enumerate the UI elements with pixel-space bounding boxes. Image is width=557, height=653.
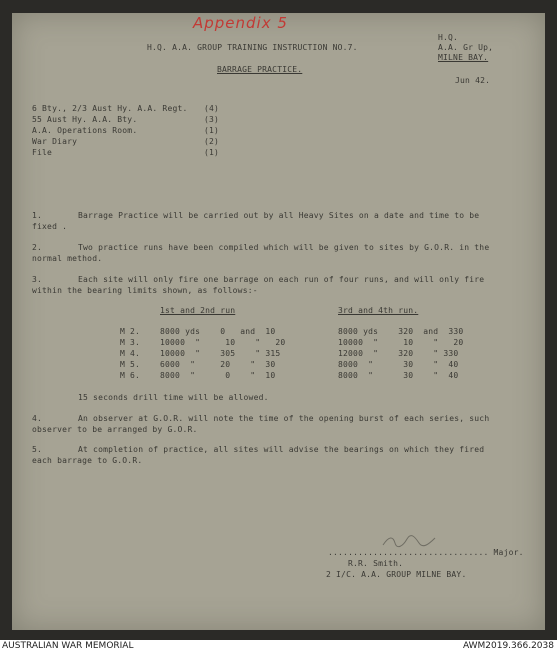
distribution-unit: 55 Aust Hy. A.A. Bty.	[32, 115, 138, 124]
distribution-unit: War Diary	[32, 137, 78, 146]
distribution-unit: 6 Bty., 2/3 Aust Hy. A.A. Regt.	[32, 104, 188, 113]
origin-line-1: H.Q.	[438, 33, 459, 42]
table-cell: 10000 " 10 " 20	[338, 338, 464, 347]
signature-scribble	[381, 534, 437, 548]
table-cell: 12000 " 320 " 330	[338, 349, 459, 358]
paragraph-text: Two practice runs have been compiled which will be given to sites by G.O.R. in the	[78, 243, 490, 252]
table-site: M 2.	[120, 327, 141, 336]
origin-line-2: A.A. Gr Up,	[438, 43, 494, 52]
table-cell: 10000 " 305 " 315	[160, 349, 281, 358]
distribution-copies: (1)	[204, 126, 220, 135]
paragraph-text: observer to be arranged by G.O.R.	[32, 425, 198, 434]
paragraph-number: 4.	[32, 414, 43, 423]
document-title: H.Q. A.A. GROUP TRAINING INSTRUCTION NO.7.	[147, 43, 358, 52]
paragraph-text: each barrage to G.O.R.	[32, 456, 143, 465]
paragraph-number: 2.	[32, 243, 43, 252]
subject-heading: BARRAGE PRACTICE.	[217, 65, 303, 74]
paragraph-text: An observer at G.O.R. will note the time of the opening burst of each series, such	[78, 414, 490, 423]
distribution-copies: (3)	[204, 115, 220, 124]
paragraph-text: Barrage Practice will be carried out by all Heavy Sites on a date and time to be	[78, 211, 480, 220]
paragraph-number: 5.	[32, 445, 43, 454]
distribution-copies: (2)	[204, 137, 220, 146]
signatory-name: R.R. Smith.	[348, 559, 404, 568]
origin-line-3: MILNE BAY.	[438, 53, 489, 62]
signatory-appointment: 2 I/C. A.A. GROUP MILNE BAY.	[326, 570, 467, 579]
archive-footer	[0, 640, 557, 653]
distribution-copies: (1)	[204, 148, 220, 157]
distribution-unit: A.A. Operations Room.	[32, 126, 138, 135]
table-cell: 10000 " 10 " 20	[160, 338, 286, 347]
drill-time-note: 15 seconds drill time will be allowed.	[78, 393, 269, 402]
document-date: Jun 42.	[455, 76, 491, 85]
paragraph-number: 3.	[32, 275, 43, 284]
footer-accession-number: AWM2019.366.2038	[462, 641, 554, 651]
footer-institution: AUSTRALIAN WAR MEMORIAL	[2, 641, 134, 651]
table-cell: 8000 yds 0 and 10	[160, 327, 276, 336]
table-cell: 8000 " 0 " 10	[160, 371, 276, 380]
table-site: M 5.	[120, 360, 141, 369]
table-cell: 6000 " 20 " 30	[160, 360, 276, 369]
table-site: M 4.	[120, 349, 141, 358]
paragraph-text: Each site will only fire one barrage on each run of four runs, and will only fire	[78, 275, 485, 284]
distribution-copies: (4)	[204, 104, 220, 113]
table-heading-runs-3-4: 3rd and 4th run.	[338, 306, 419, 315]
table-cell: 8000 yds 320 and 330	[338, 327, 464, 336]
table-cell: 8000 " 30 " 40	[338, 371, 459, 380]
paragraph-number: 1.	[32, 211, 43, 220]
paragraph-text: within the bearing limits shown, as follows:-	[32, 286, 258, 295]
paragraph-text: normal method.	[32, 254, 103, 263]
appendix-annotation: Appendix 5	[193, 14, 288, 32]
paragraph-text: fixed .	[32, 222, 68, 231]
table-site: M 3.	[120, 338, 141, 347]
table-heading-runs-1-2: 1st and 2nd run	[160, 306, 236, 315]
paragraph-text: At completion of practice, all sites will advise the bearings on which they fired	[78, 445, 485, 454]
distribution-unit: File	[32, 148, 53, 157]
table-cell: 8000 " 30 " 40	[338, 360, 459, 369]
signature-line: ................................ Major.	[328, 548, 524, 557]
table-site: M 6.	[120, 371, 141, 380]
